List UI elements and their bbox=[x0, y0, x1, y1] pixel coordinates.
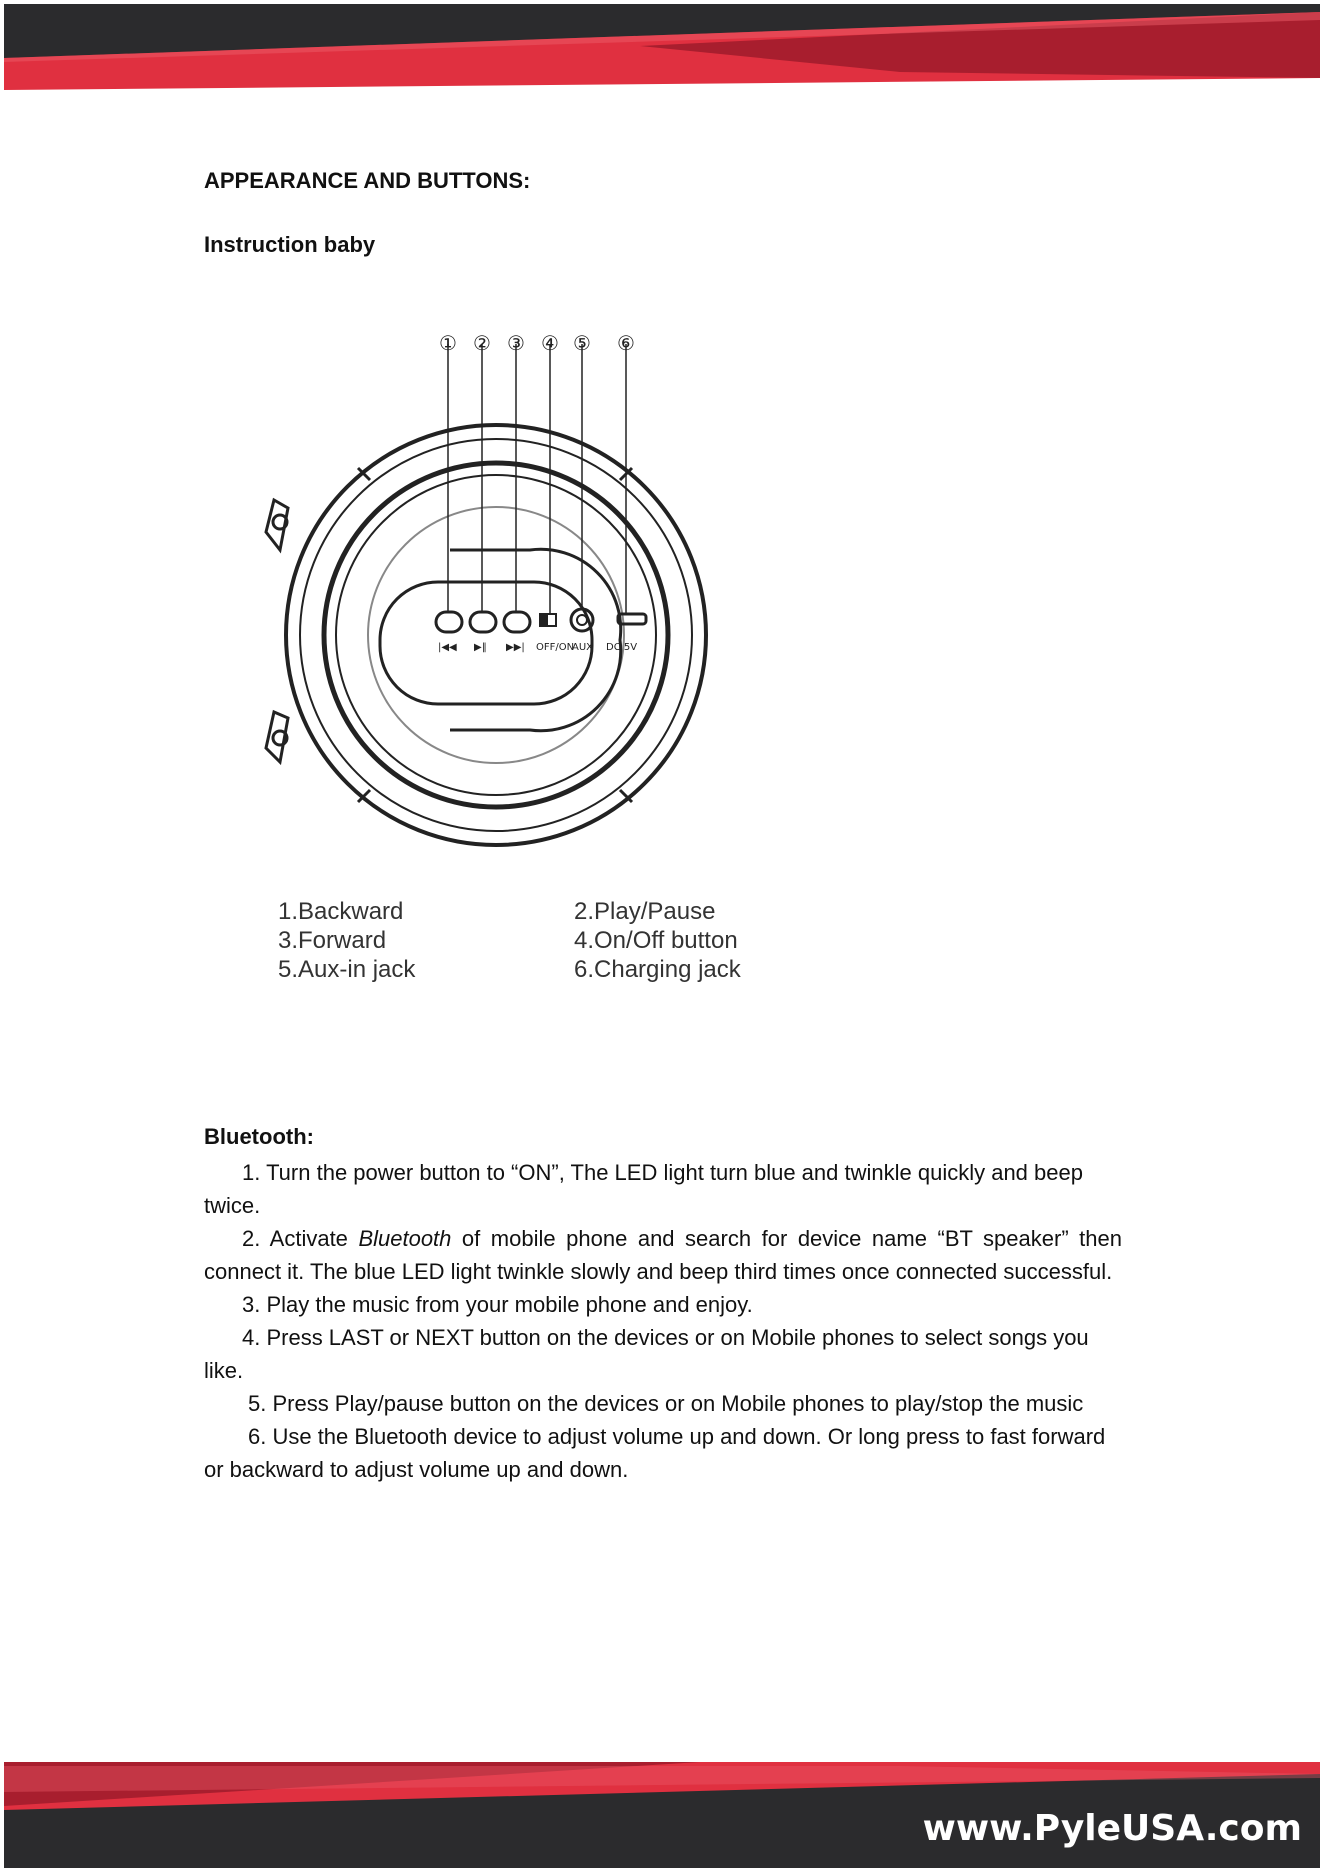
bluetooth-step-5: 5. Press Play/pause button on the devices or on Mobile phones to play/stop the music bbox=[248, 1391, 1084, 1416]
section-heading-bluetooth: Bluetooth: bbox=[204, 1124, 314, 1149]
svg-text:▶▶|: ▶▶| bbox=[506, 642, 525, 653]
legend-item-forward: 3.Forward bbox=[278, 927, 387, 954]
svg-text:▶‖: ▶‖ bbox=[474, 642, 487, 653]
callout-6: ⑥ bbox=[617, 331, 635, 355]
bluetooth-step-2: 2. Activate Bluetooth of mobile phone and search for device name “BT speaker” then connect it. The blue LED light twinkle slowly and beep third times once connected successful. bbox=[204, 1226, 1122, 1284]
bluetooth-step-6: 6. Use the Bluetooth device to adjust volume up and down. Or long press to fast forward or backward to adjust volume up and down. bbox=[204, 1424, 1106, 1482]
callout-2: ② bbox=[473, 331, 491, 355]
bluetooth-instructions bbox=[204, 1156, 1122, 1486]
section-heading-appearance: APPEARANCE AND BUTTONS: bbox=[204, 168, 531, 193]
legend-item-on-off-button: 4.On/Off button bbox=[574, 927, 738, 954]
bluetooth-emphasis: Bluetooth bbox=[358, 1226, 452, 1251]
bluetooth-step-1: 1. Turn the power button to “ON”, The LED light turn blue and twinkle quickly and beep twice. bbox=[204, 1160, 1083, 1218]
bluetooth-step-3: 3. Play the music from your mobile phone and enjoy. bbox=[242, 1292, 753, 1317]
bluetooth-step-4: 4. Press LAST or NEXT button on the devices or on Mobile phones to select songs you like. bbox=[204, 1325, 1089, 1383]
section-subheading-instruction: Instruction baby bbox=[204, 232, 376, 257]
callout-5: ⑤ bbox=[573, 331, 591, 355]
callout-3: ③ bbox=[507, 331, 525, 355]
legend-item-backward: 1.Backward bbox=[278, 898, 404, 925]
legend-item-aux-in-jack: 5.Aux-in jack bbox=[278, 956, 416, 983]
callout-1: ① bbox=[439, 331, 457, 355]
top-banner bbox=[0, 0, 1324, 100]
panel-label-aux: AUX bbox=[572, 642, 594, 653]
footer-website-link[interactable]: www.PyleUSA.com bbox=[922, 1808, 1302, 1849]
panel-label-dc: DC 5V bbox=[606, 642, 638, 653]
svg-text:|◀◀: |◀◀ bbox=[438, 642, 457, 653]
legend-item-charging-jack: 6.Charging jack bbox=[574, 956, 741, 983]
legend-item-play-pause: 2.Play/Pause bbox=[574, 898, 716, 925]
callout-4: ④ bbox=[541, 331, 559, 355]
panel-label-off-on: OFF/ON bbox=[536, 642, 575, 653]
